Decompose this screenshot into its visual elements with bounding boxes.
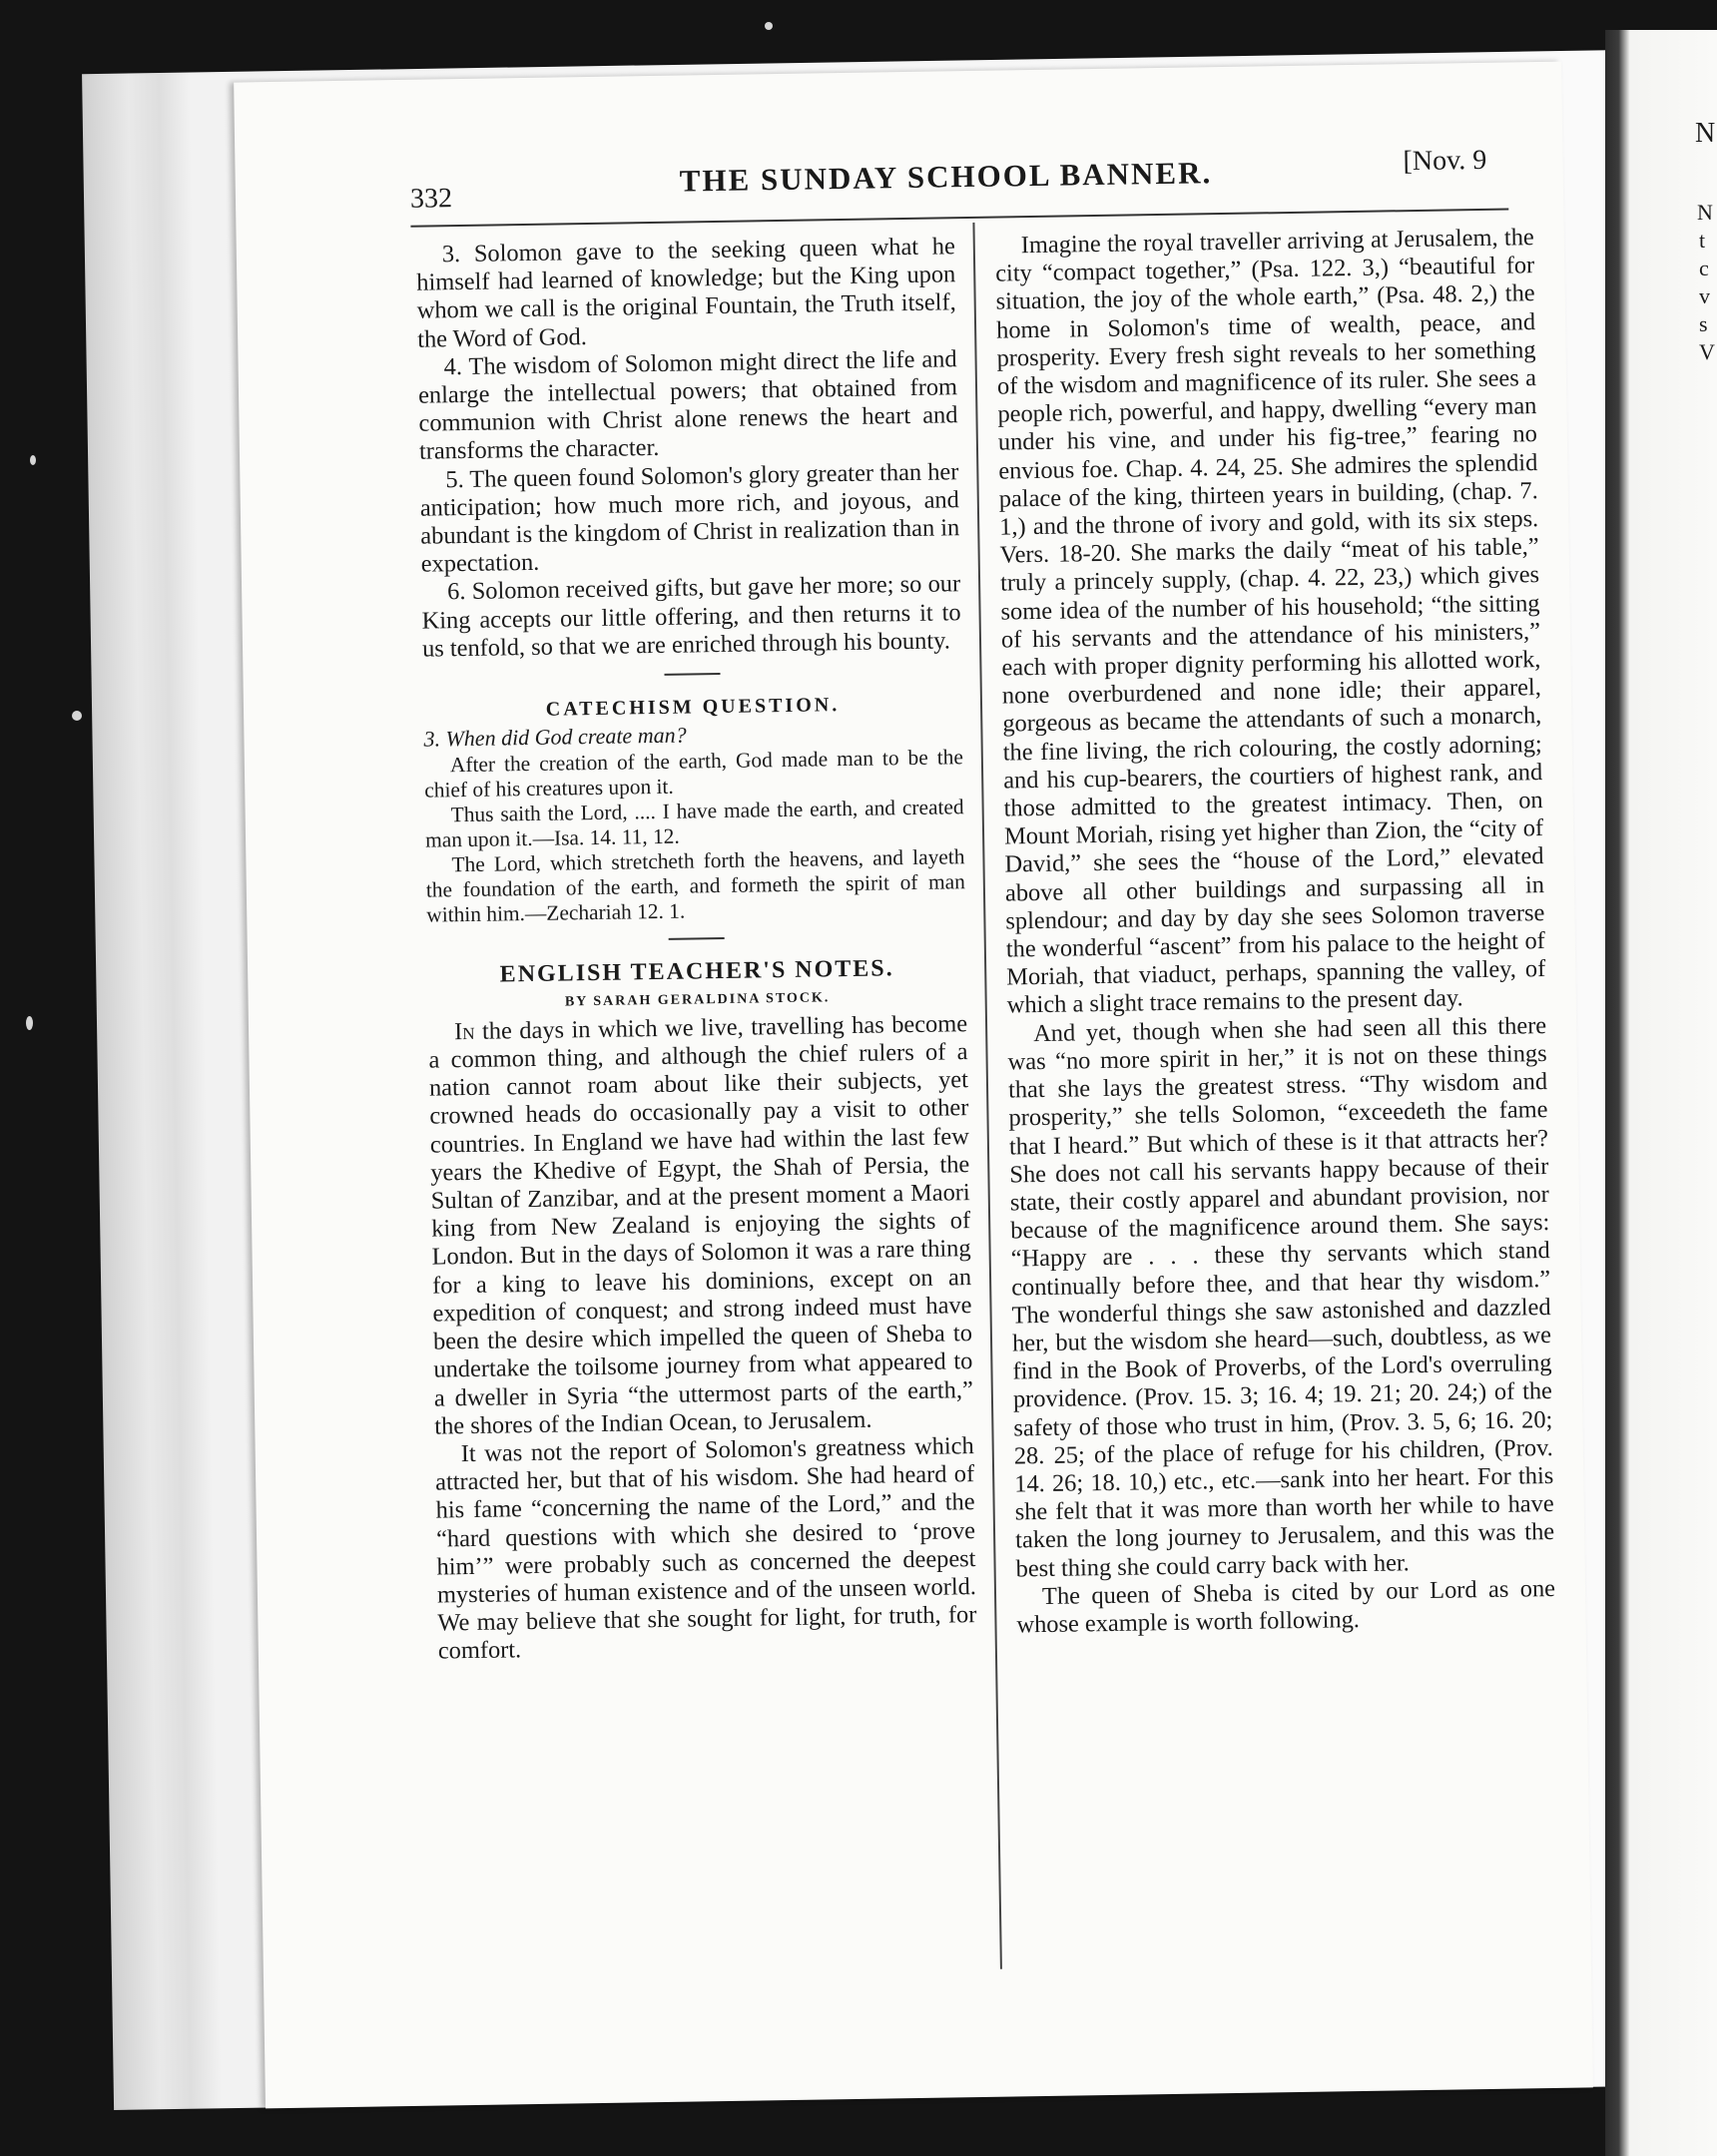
catechism-question: 3. When did God create man?: [423, 722, 687, 752]
body-paragraph: The queen of Sheba is cited by our Lord as one whose example is worth following.: [1016, 1574, 1556, 1639]
point-3: 3. Solomon gave to the seeking queen what he himself had learned of knowledge; but the King upon whom we call is the original Fountain, the Truth itself, the Word of God.: [416, 233, 956, 353]
edge-letter: v: [1699, 283, 1710, 308]
speck: [72, 711, 82, 721]
facing-page-edge: [1605, 30, 1717, 2156]
body-paragraph: And yet, though when she had seen all this there was “no more spirit in her,” it is not on these things that she lays the greatest stress. “Thy wisdom and prosperity,” she tells Solomon, “exceedeth the fame that I heard.” But which of these is it that attracts her? She does not call his servants happy because of their state, their costly apparel and abundant provision, nor because of the magnificence around them. She says: “Happy are . . . these thy servants which stand continually before thee, and that hear thy wisdom.” The wonderful things she saw astonished and dazzled her, but the wisdom she heard—such, doubtless, as we find in the Book of Proverbs, of the Lord's overruling providence. (Prov. 15. 3; 16. 4; 19. 21; 20. 24;) of the safety of those who trust in him, (Prov. 3. 5, 6; 16. 20; 28. 25; of the place of refuge for his children, (Prov. 14. 26; 18. 10,) etc., etc.—sank into her heart. For this she felt that it was more than worth her while to have taken the long journey to Jerusalem, and this was the best thing she could carry back with her.: [1007, 1011, 1555, 1582]
notes-paragraph-text: the days in which we live, travelling has become a common thing, and although the chief rulers of a nation cannot roam about like their subjects, yet crowned heads do occasionally pay a visit to other countries. In England we have had within the last few years the Khedive of Egypt, the Shah of Persia, the Sultan of Zanzibar, and at the present moment a Maori king from New Zealand is enjoying the sights of London. But in the days of Solomon it was a rare thing for a king to leave his dominions, except on an expedition of conquest; and strong indeed must have been the desire which impelled the queen of Sheba to undertake the toilsome journey from what appeared to a dweller in Syria “the uttermost parts of the earth,” the shores of the Indian Ocean, to Jerusalem.: [428, 1010, 974, 1440]
author-byline: BY SARAH GERALDINA STOCK.: [564, 989, 831, 1010]
catechism-heading: CATECHISM QUESTION.: [545, 694, 841, 721]
edge-letter: t: [1699, 228, 1706, 253]
point-5: 5. The queen found Solomon's glory greater than her anticipation; how much more rich, and joyous, and abundant is the kingdom of Christ in realization than in expectation.: [419, 457, 960, 578]
speck: [30, 455, 36, 465]
point-4: 4. The wisdom of Solomon might direct the life and enlarge the intellectual powers; that obtained from communion with Christ alone renews the heart and transforms the character.: [417, 345, 958, 466]
speck: [26, 1016, 33, 1030]
notes-paragraph: It was not the report of Solomon's greatness which attracted her, but that of his wisdom. She had heard of his fame “concerning the name of the Lord,” and the “hard questions with which she desired to ‘prove him’” were probably such as concerned the deepest mysteries of human existence and of the unseen world. We may believe that she sought for light, for truth, for comfort.: [434, 1431, 977, 1665]
section-rule: [669, 937, 725, 940]
body-paragraph: Imagine the royal traveller arriving at Jerusalem, the city “compact together,” (Psa. 122. 3,) “beautiful for situation, the joy of the whole earth,” (Psa. 48. 2,) the home in Solomon's time of wealth, peace, and prosperity. Every fresh sight reveals to her something of the wisdom and magnificence of its ruler. She sees a people rich, powerful, and happy, dwelling “every man under his vine, and under his fig-tree,” fearing no envious foe. Chap. 4. 24, 25. She admires the splendid palace of the king, thirteen years in building, (chap. 7. 1,) and the throne of ivory and gold, with its six steps. Vers. 18-20. She marks the daily “meat of his table,” truly a princely supply, (chap. 4. 22, 23,) which gives some idea of the number of his household; “the sitting of his servants and the attendance of his ministers,” each with proper dignity performing his allotted work, none overburdened and none idle; their apparel, gorgeous as became the attendants of such a monarch, the fine living, the rich colouring, the costly adorning; and his cup-bearers, the courtiers of highest rank, and those admitted to the greatest intimacy. Then, on Mount Moriah, rising yet higher than Zion, the “city of David,” she sees the “house of the Lord,” elevated above all other buildings and surpassing all in splendour; and day by day she sees Solomon traverse the wonderful “ascent” from his palace to the height of Moriah, that viaduct, perhaps, spanning the valley, of which a slight trace remains to the present day.: [995, 224, 1546, 1020]
column-divider: [972, 223, 1001, 1969]
journal-title: THE SUNDAY SCHOOL BANNER.: [679, 155, 1213, 199]
catechism-quote: The Lord, which stretcheth forth the heavens, and layeth the foundation of the earth, and formeth the spirit of man within him.—Zechariah 12. 1.: [425, 844, 966, 928]
page-number: 332: [409, 183, 453, 215]
section-rule: [664, 673, 720, 676]
edge-letter: s: [1699, 311, 1708, 336]
right-column: [995, 224, 1556, 1639]
notes-heading: ENGLISH TEACHER'S NOTES.: [499, 955, 894, 988]
drop-cap: In: [453, 1017, 475, 1046]
edge-letter: N: [1697, 200, 1713, 225]
book-page: [234, 62, 1593, 2109]
left-column: [416, 233, 977, 1666]
edge-letter: V: [1699, 339, 1715, 364]
catechism-answer: After the creation of the earth, God made man to be the chief of his creatures upon it.: [424, 745, 964, 804]
catechism-quote: Thus saith the Lord, .... I have made the earth, and created man upon it.—Isa. 14. 11, 12.: [424, 795, 964, 853]
notes-paragraph: [428, 1010, 974, 1440]
edge-letter: c: [1699, 256, 1709, 280]
issue-date: [Nov. 9: [1403, 144, 1487, 178]
edge-letter: N: [1695, 118, 1716, 149]
speck: [765, 22, 773, 30]
running-header: [409, 145, 1498, 222]
point-6: 6. Solomon received gifts, but gave her more; so our King accepts our little offering, and then returns it to us tenfold, so that we are enriched through his bounty.: [421, 570, 961, 663]
